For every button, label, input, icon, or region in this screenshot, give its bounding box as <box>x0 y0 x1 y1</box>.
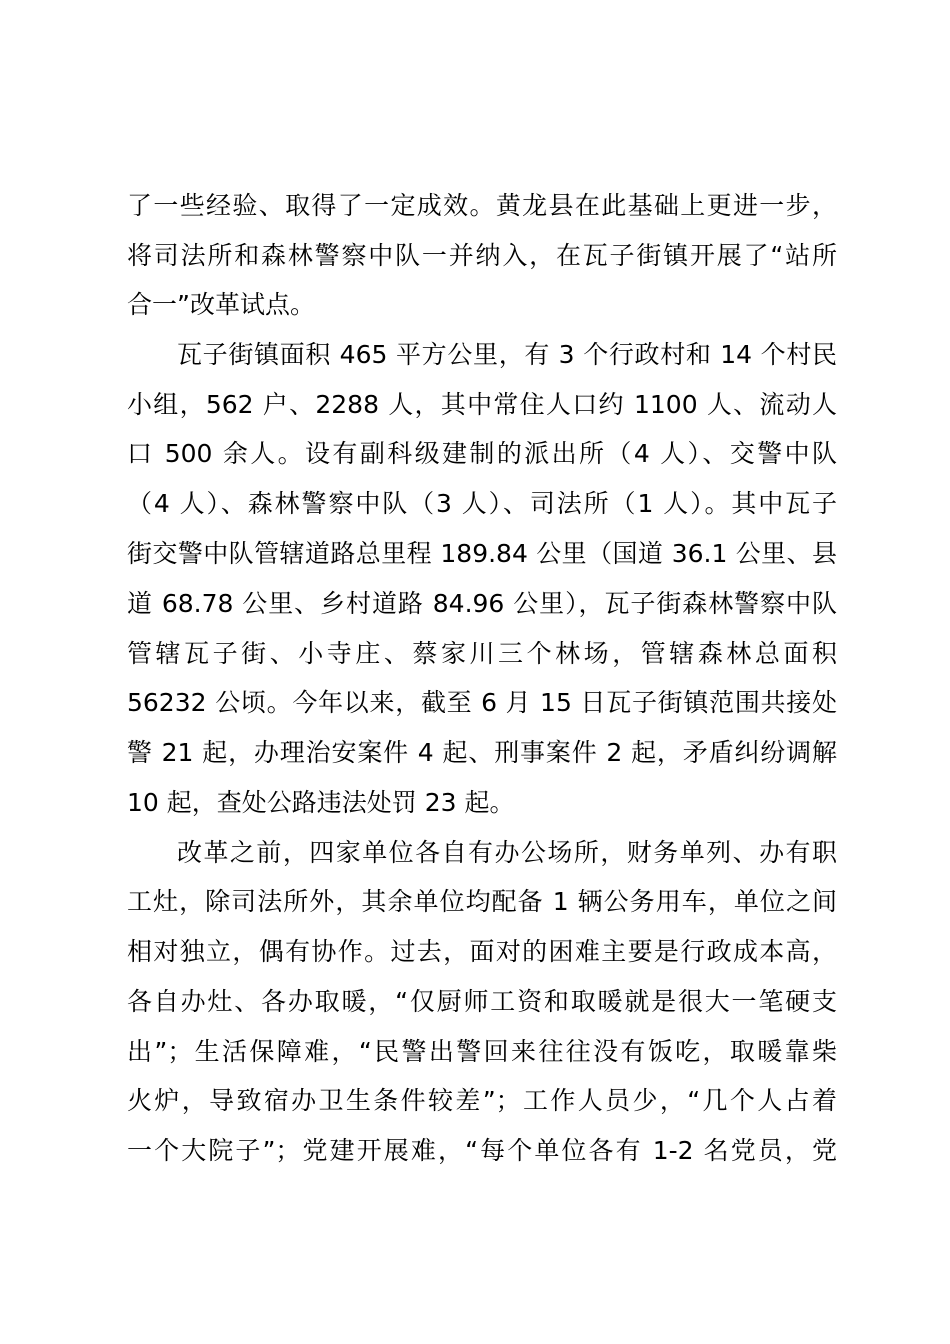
text-line: 将司法所和森林警察中队一并纳入，在瓦子街镇开展了“站所 <box>127 241 837 270</box>
text-line: 警 21 起，办理治安案件 4 起、刑事案件 2 起，矛盾纠纷调解 <box>127 738 837 767</box>
paragraph-first-line: 改革之前，四家单位各自有办公场所，财务单列、办有职 <box>177 838 837 867</box>
text-line: 10 起，查处公路违法处罚 23 起。 <box>127 788 515 817</box>
text-line: 各自办灶、各办取暖，“仅厨师工资和取暖就是很大一笔硬支 <box>127 987 837 1016</box>
text-line: （4 人）、森林警察中队（3 人）、司法所（1 人）。其中瓦子 <box>127 489 837 518</box>
text-line: 了一些经验、取得了一定成效。黄龙县在此基础上更进一步， <box>127 191 837 220</box>
text-line: 一个大院子”；党建开展难，“每个单位各有 1-2 名党员，党 <box>127 1136 837 1165</box>
text-line: 相对独立，偶有协作。过去，面对的困难主要是行政成本高， <box>127 937 837 966</box>
text-line: 小组，562 户、2288 人，其中常住人口约 1100 人、流动人 <box>127 390 837 419</box>
text-line: 工灶，除司法所外，其余单位均配备 1 辆公务用车，单位之间 <box>127 887 837 916</box>
text-line: 出”；生活保障难，“民警出警回来往往没有饭吃，取暖靠柴 <box>127 1037 837 1066</box>
text-line: 合一”改革试点。 <box>127 290 315 319</box>
paragraph-first-line: 瓦子街镇面积 465 平方公里，有 3 个行政村和 14 个村民 <box>177 340 837 369</box>
text-line: 街交警中队管辖道路总里程 189.84 公里（国道 36.1 公里、县 <box>127 539 837 568</box>
text-line: 火炉，导致宿办卫生条件较差”；工作人员少，“几个人占着 <box>127 1086 837 1115</box>
text-line: 管辖瓦子街、小寺庄、蔡家川三个林场，管辖森林总面积 <box>127 639 837 668</box>
text-line: 口 500 余人。设有副科级建制的派出所（4 人）、交警中队 <box>127 439 837 468</box>
text-line: 56232 公顷。今年以来，截至 6 月 15 日瓦子街镇范围共接处 <box>127 688 837 717</box>
text-line: 道 68.78 公里、乡村道路 84.96 公里），瓦子街森林警察中队 <box>127 589 837 618</box>
